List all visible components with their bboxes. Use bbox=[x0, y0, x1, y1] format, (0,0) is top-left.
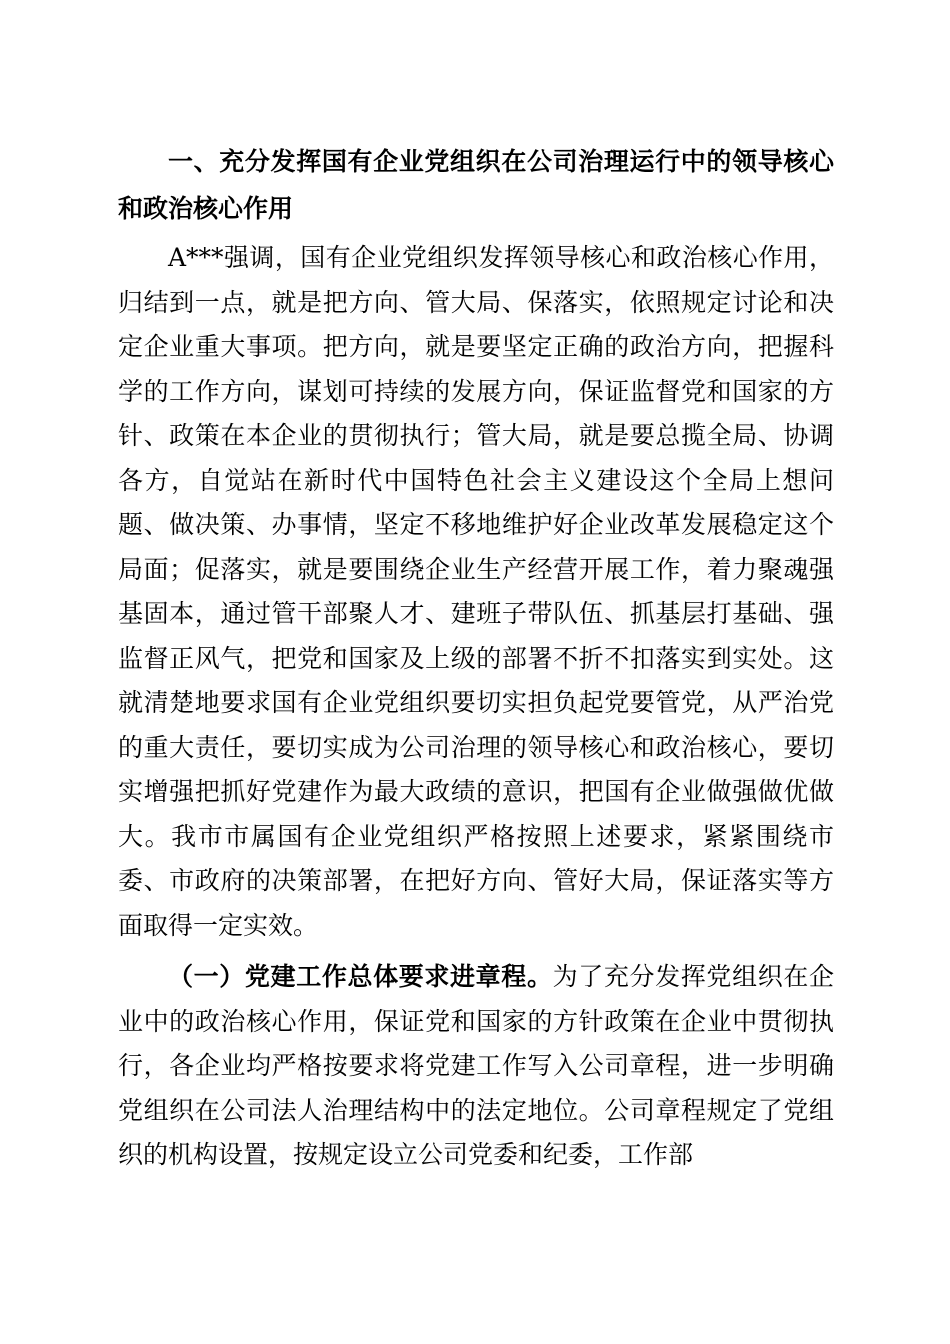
body-paragraph-1: A***强调，国有企业党组织发挥领导核心和政治核心作用，归结到一点，就是把方向、管大局、保落实，依照规定讨论和决定企业重大事项。把方向，就是要坚定正确的政治方向，把握科学的工作方向，谋划可持续的发展方向，保证监督党和国家的方针、政策在本企业的贯彻执行；管大局，就是要总揽全局、协调各方，自觉站在新时代中国特色社会主义建设这个全局上想问题、做决策、办事情，坚定不移地维护好企业改革发展稳定这个局面；促落实，就是要围绕企业生产经营开展工作，着力聚魂强基固本，通过管干部聚人才、建班子带队伍、抓基层打基础、强监督正风气，把党和国家及上级的部署不折不扣落实到实处。这就清楚地要求国有企业党组织要切实担负起党要管党，从严治党的重大责任，要切实成为公司治理的领导核心和政治核心，要切实增强把抓好党建作为最大政绩的意识，把国有企业做强做优做大。我市市属国有企业党组织严格按照上述要求，紧紧围绕市委、市政府的决策部署，在把好方向、管好大局，保证落实等方面取得一定实效。 bbox=[118, 243, 834, 940]
body-paragraph-2-text: 为了充分发挥党组织在企业中的政治核心作用，保证党和国家的方针政策在企业中贯彻执行，各企业均严格按要求将党建工作写入公司章程，进一步明确党组织在公司法人治理结构中的法定地位。公司章程规定了党组织的机构设置，按规定设立公司党委和纪委，工作部 bbox=[118, 962, 834, 1169]
body-paragraph-2 bbox=[118, 955, 834, 1178]
section-heading: 一、充分发挥国有企业党组织在公司治理运行中的领导核心和政治核心作用 bbox=[118, 147, 834, 223]
subsection-lead: （一）党建工作总体要求进章程。 bbox=[168, 962, 553, 991]
document-body bbox=[118, 138, 834, 1178]
